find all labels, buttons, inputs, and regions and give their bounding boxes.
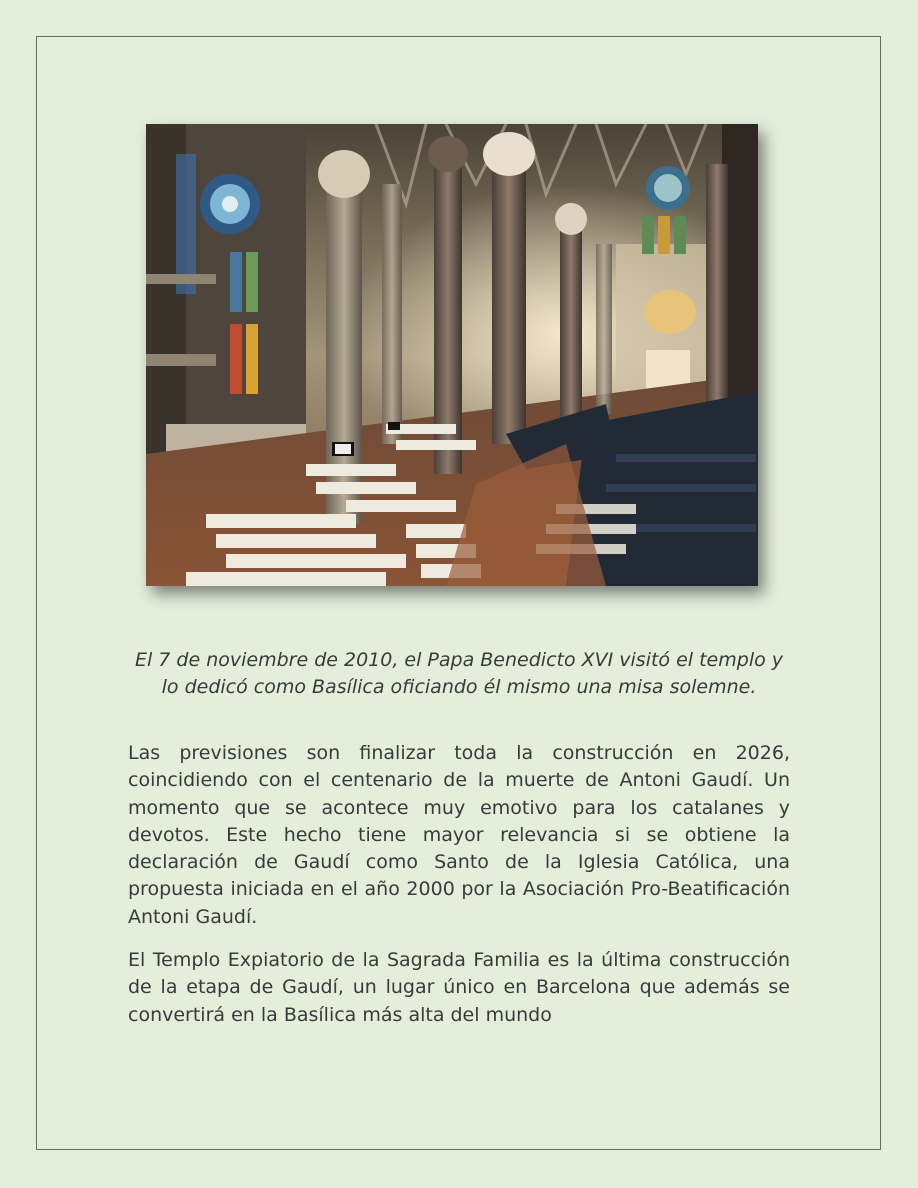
basilica-interior-photo	[146, 124, 758, 586]
basilica-interior-illustration	[146, 124, 758, 586]
photo-caption: El 7 de noviembre de 2010, el Papa Benedicto XVI visitó el templo y lo dedicó como Basílica oficiando él mismo una misa solemne.	[134, 649, 784, 698]
paragraph-construction-forecast: Las previsiones son finalizar toda la construcción en 2026, coincidiendo con el centenario de la muerte de Antoni Gaudí. Un momento que se acontece muy emotivo para los catalanes y devotos. Este hecho tiene mayor relevancia si se obtiene la declaración de Gaudí como Santo de la Iglesia Católica, una propuesta iniciada en el año 2000 por la Asociación Pro-Beatificación Antoni Gaudí.	[128, 742, 790, 928]
paragraph-sagrada-familia-description: El Templo Expiatorio de la Sagrada Familia es la última construcción de la etapa de Gaudí, un lugar único en Barcelona que además se convertirá en la Basílica más alta del mundo	[128, 949, 790, 1026]
